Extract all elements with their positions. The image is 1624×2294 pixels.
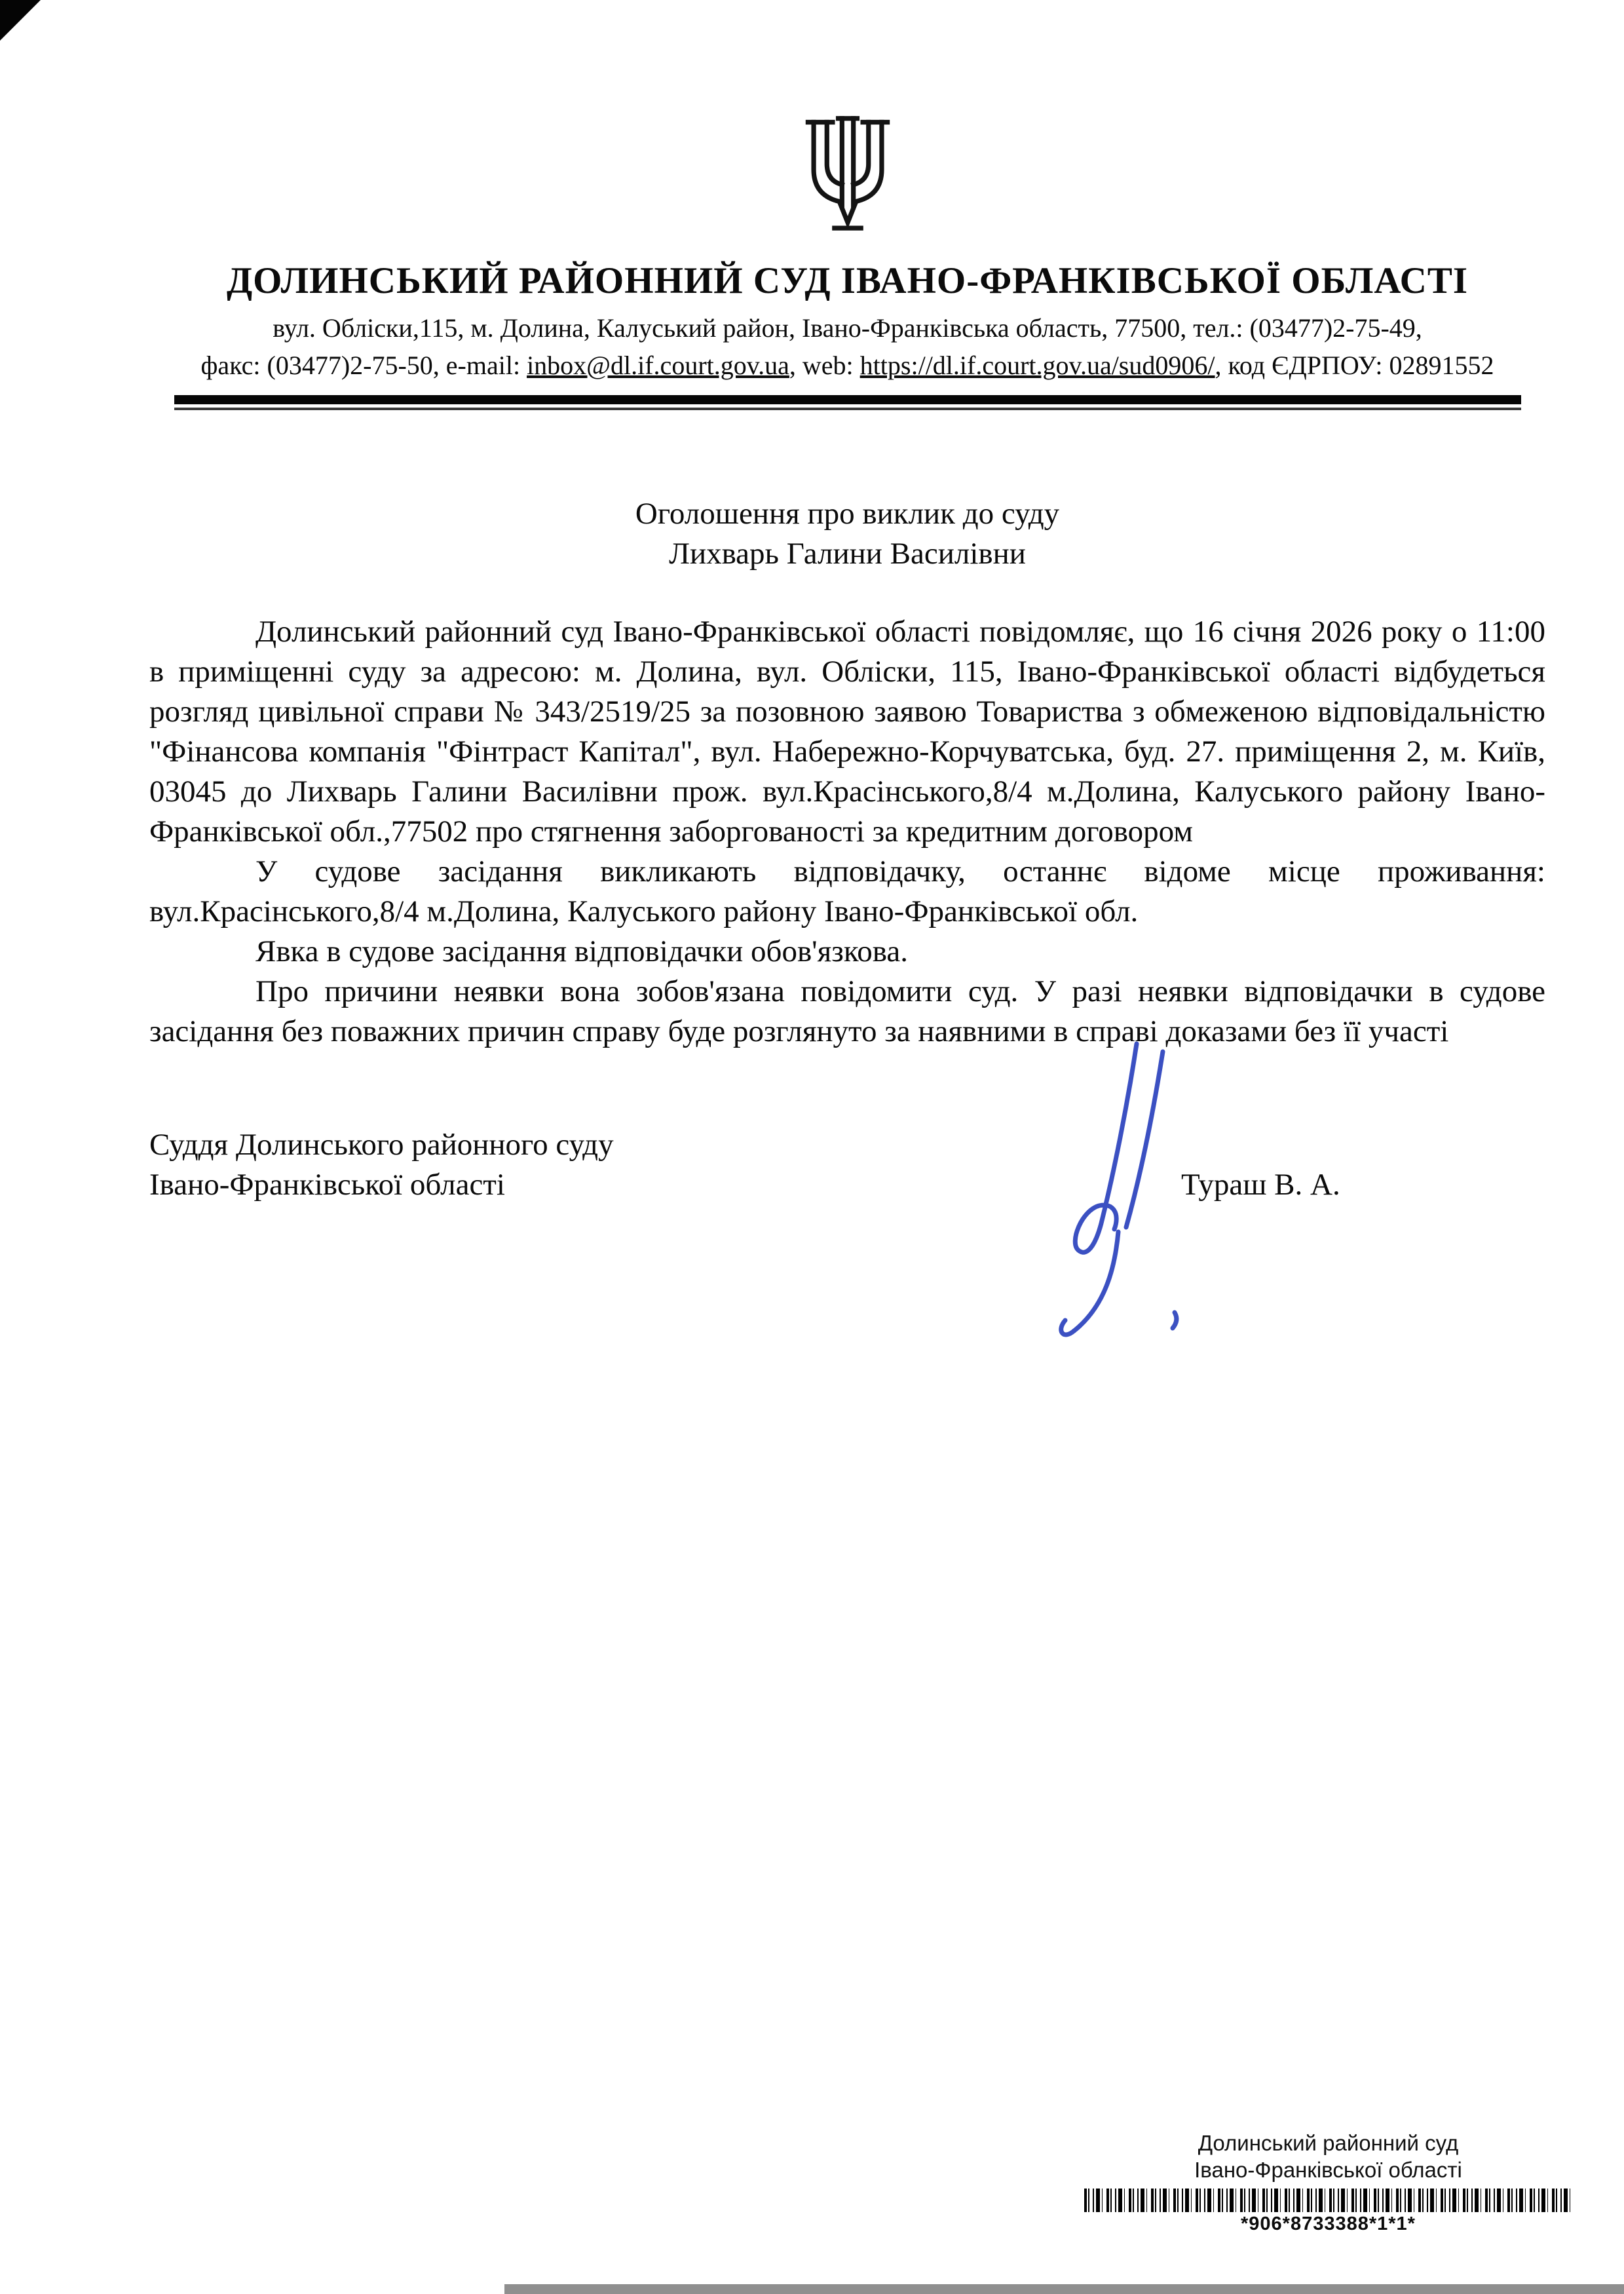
scan-edge-artifact xyxy=(504,2284,1624,2294)
judge-title-line1: Суддя Долинського районного суду xyxy=(149,1128,614,1162)
email-text: inbox@dl.if.court.gov.ua xyxy=(527,351,789,380)
ukraine-trident-emblem-icon xyxy=(799,115,897,247)
court-name: ДОЛИНСЬКИЙ РАЙОННИЙ СУД ІВАНО-ФРАНКІВСЬКОЇ ОБЛАСТІ xyxy=(226,260,1469,301)
fax-label: факс: (03477)2-75-50, e-mail: xyxy=(200,351,527,380)
title-line-announcement: Оголошення про виклик до суду xyxy=(635,497,1060,531)
letterhead xyxy=(149,115,1545,410)
edrpou-code: , код ЄДРПОУ: 02891552 xyxy=(1215,351,1494,380)
paragraph: У судове засідання викликають відповідачку, останнє відоме місце проживання: вул.Красінського,8/4 м.Долина, Калуського району Івано-Франківської обл. xyxy=(149,854,1545,928)
web-label: , web: xyxy=(789,351,860,380)
divider-thin-line xyxy=(174,408,1521,410)
stamp-court-line1: Долинський районний суд xyxy=(1198,2131,1459,2155)
paragraph: Про причини неявки вона зобов'язана повідомити суд. У разі неявки відповідачки в судове засідання без поважних причин справу буде розглянуто за наявними в справі доказами без її участі xyxy=(149,974,1545,1048)
title-line-person-name: Лихварь Галини Василівни xyxy=(669,537,1026,571)
scan-corner-artifact xyxy=(0,0,41,41)
paragraph: Долинський районний суд Івано-Франківської області повідомляє, що 16 січня 2026 року о 11:00 в приміщенні суду за адресою: м. Долина, вул. Обліски, 115, Івано-Франківської області відбудеться розгляд цивільної справи № 343/2519/25 за позовною заявою Товариства з обмеженою відповідальністю "Фінансова компанія "Фінтраст Капітал", вул. Набережно-Корчуватська, буд. 27. приміщення 2, м. Київ, 03045 до Лихварь Галини Василівни прож. вул.Красінського,8/4 м.Долина, Калуського району Івано-Франківської обл.,77502 про стягнення заборгованості за кредитним договором xyxy=(149,615,1545,849)
divider-thick-line xyxy=(174,395,1521,404)
document-body xyxy=(149,612,1545,1052)
judge-name: Тураш В. А. xyxy=(1181,1168,1340,1202)
website-text: https://dl.if.court.gov.ua/sud0906/ xyxy=(859,351,1215,380)
barcode xyxy=(1084,2189,1572,2212)
signature-block xyxy=(149,1125,1545,1210)
barcode-value: *906*8733388*1*1* xyxy=(1241,2213,1416,2234)
stamp-court-line2: Івано-Франківської області xyxy=(1194,2158,1462,2182)
document-title xyxy=(149,494,1545,574)
court-contact-line xyxy=(149,350,1545,381)
judge-title-line2: Івано-Франківської області xyxy=(149,1168,505,1202)
paragraph: Явка в судове засідання відповідачки обов'язкова. xyxy=(255,934,908,968)
letterhead-divider xyxy=(174,395,1521,410)
court-address-line: вул. Обліски,115, м. Долина, Калуський район, Івано-Франківська область, 77500, тел.: (03477)2-75-49, xyxy=(273,313,1422,343)
registration-stamp xyxy=(1084,2130,1572,2235)
